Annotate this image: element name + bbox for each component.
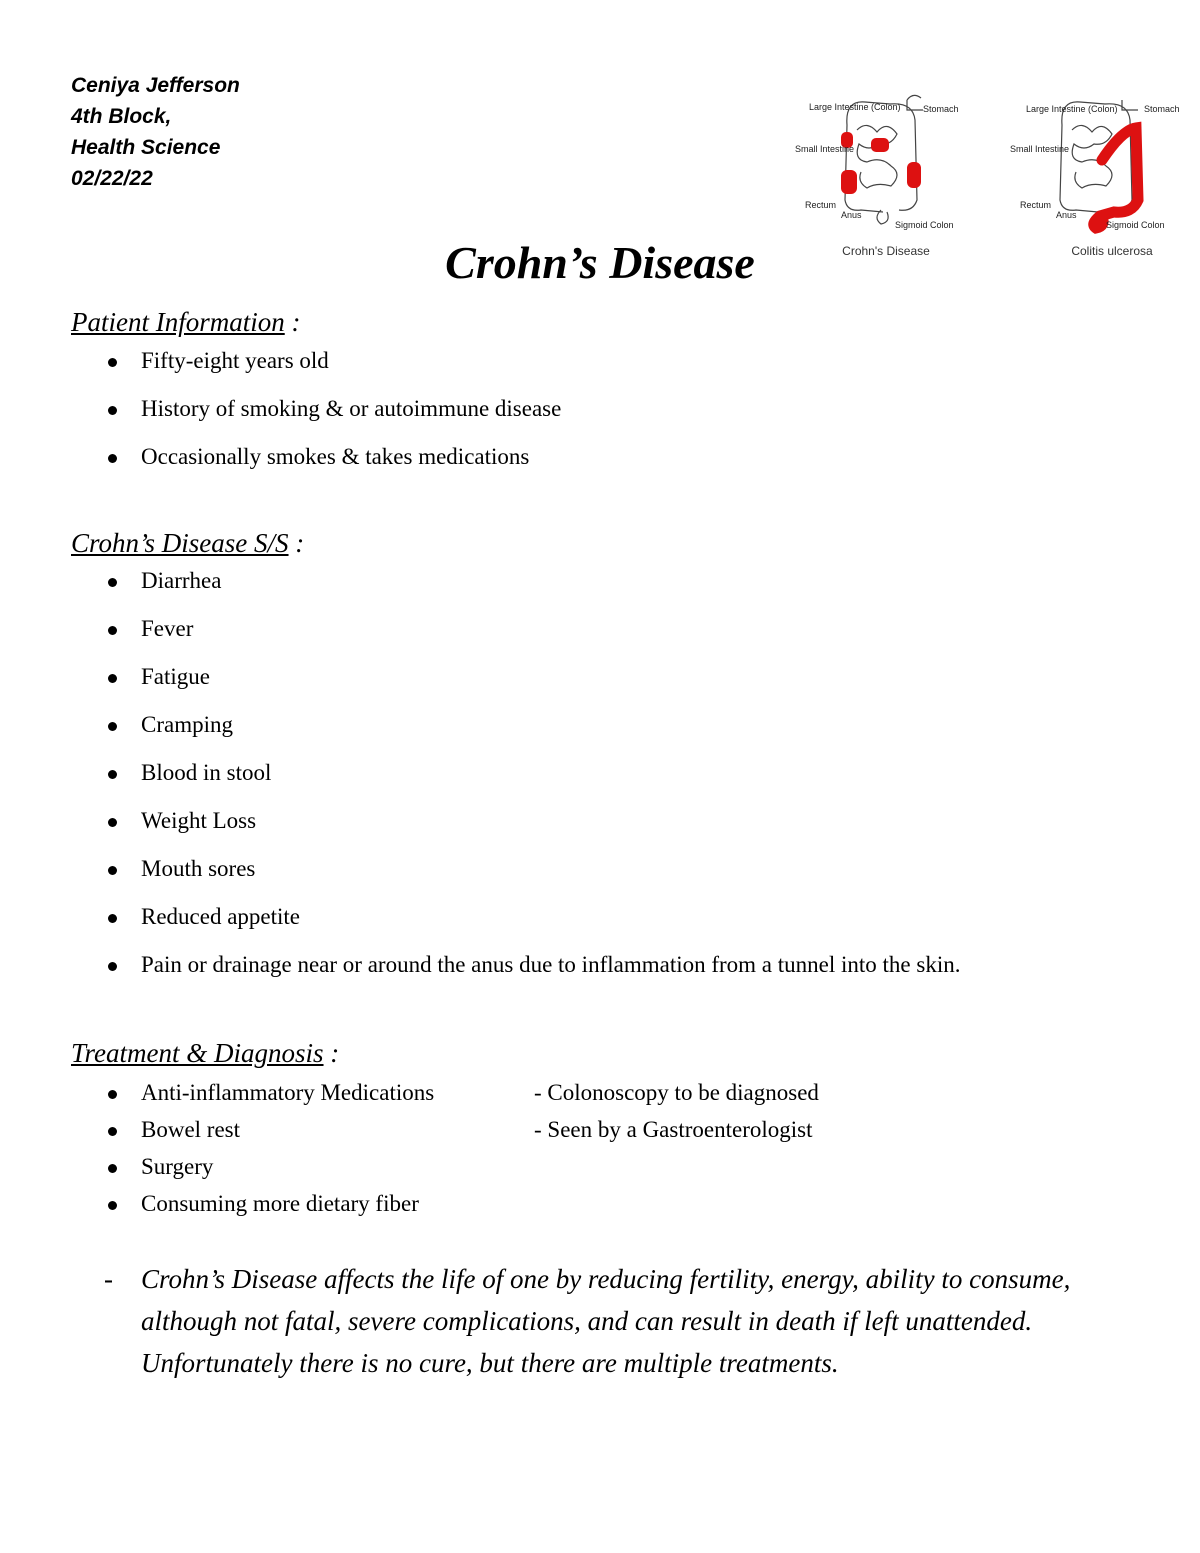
author-header xyxy=(71,70,240,194)
crohns-diagram-figure xyxy=(795,90,975,240)
label-stomach-2: Stomach xyxy=(1144,104,1180,114)
label-small-intestine: Small Intestine xyxy=(795,144,855,154)
document-date: 02/22/22 xyxy=(71,167,153,190)
list-item: History of smoking & or autoimmune disease xyxy=(104,394,561,442)
closing-text: Crohn’s Disease affects the life of one by reducing fertility, energy, ability to consume, although not fatal, severe complications, and can result in death if left unattended. Unfortunately there is no cure, but there are multiple treatments. xyxy=(141,1264,1071,1378)
label-sigmoid-2: Sigmoid Colon xyxy=(1106,220,1165,230)
list-item: Cramping xyxy=(104,710,960,758)
list-item: Fatigue xyxy=(104,662,960,710)
label-large-intestine-2: Large Intestine (Colon) xyxy=(1026,104,1118,114)
list-item: Weight Loss xyxy=(104,806,960,854)
label-rectum: Rectum xyxy=(805,200,837,210)
label-sigmoid: Sigmoid Colon xyxy=(895,220,954,230)
label-small-intestine-2: Small Intestine xyxy=(1010,144,1070,154)
closing-paragraph xyxy=(104,1258,1114,1384)
author-name: Ceniya Jefferson xyxy=(71,74,240,97)
symptoms-list xyxy=(104,566,960,998)
course-name: Health Science xyxy=(71,136,221,159)
class-block: 4th Block, xyxy=(71,105,172,128)
list-item: Bowel rest xyxy=(104,1115,434,1152)
inflamed-segment-4 xyxy=(907,162,921,188)
list-item: Pain or drainage near or around the anus due to inflammation from a tunnel into the skin. xyxy=(104,950,960,998)
list-item: Mouth sores xyxy=(104,854,960,902)
symptoms-heading: Crohn’s Disease S/S : xyxy=(71,528,305,558)
list-item: Fever xyxy=(104,614,960,662)
inflamed-segment-2 xyxy=(871,138,889,152)
label-anus: Anus xyxy=(841,210,862,220)
patient-info-list xyxy=(104,346,561,490)
diagnosis-list xyxy=(534,1078,819,1152)
list-item: Consuming more dietary fiber xyxy=(104,1189,434,1226)
list-item: Surgery xyxy=(104,1152,434,1189)
label-stomach: Stomach xyxy=(923,104,959,114)
label-rectum-2: Rectum xyxy=(1020,200,1052,210)
small-intestine-outline xyxy=(857,125,897,188)
treatment-heading: Treatment & Diagnosis : xyxy=(71,1038,340,1068)
closing-dash: - xyxy=(104,1264,113,1294)
list-item: Fifty-eight years old xyxy=(104,346,561,394)
colitis-diagram-caption: Colitis ulcerosa xyxy=(1071,244,1153,258)
list-item: Diarrhea xyxy=(104,566,960,614)
list-item: Anti-inflammatory Medications xyxy=(104,1078,434,1115)
list-item: - Colonoscopy to be diagnosed xyxy=(534,1080,819,1105)
list-item: Blood in stool xyxy=(104,758,960,806)
colitis-diagram-figure xyxy=(1010,90,1190,240)
label-large-intestine: Large Intestine (Colon) xyxy=(809,102,901,112)
label-anus-2: Anus xyxy=(1056,210,1077,220)
inflamed-segment-3 xyxy=(841,170,857,194)
list-item: Reduced appetite xyxy=(104,902,960,950)
crohns-diagram-caption: Crohn's Disease xyxy=(842,244,930,258)
list-item: - Seen by a Gastroenterologist xyxy=(534,1117,813,1142)
patient-info-heading: Patient Information : xyxy=(71,307,301,337)
page-title: Crohn’s Disease xyxy=(445,237,755,288)
list-item: Occasionally smokes & takes medications xyxy=(104,442,561,490)
treatment-list xyxy=(104,1078,434,1226)
